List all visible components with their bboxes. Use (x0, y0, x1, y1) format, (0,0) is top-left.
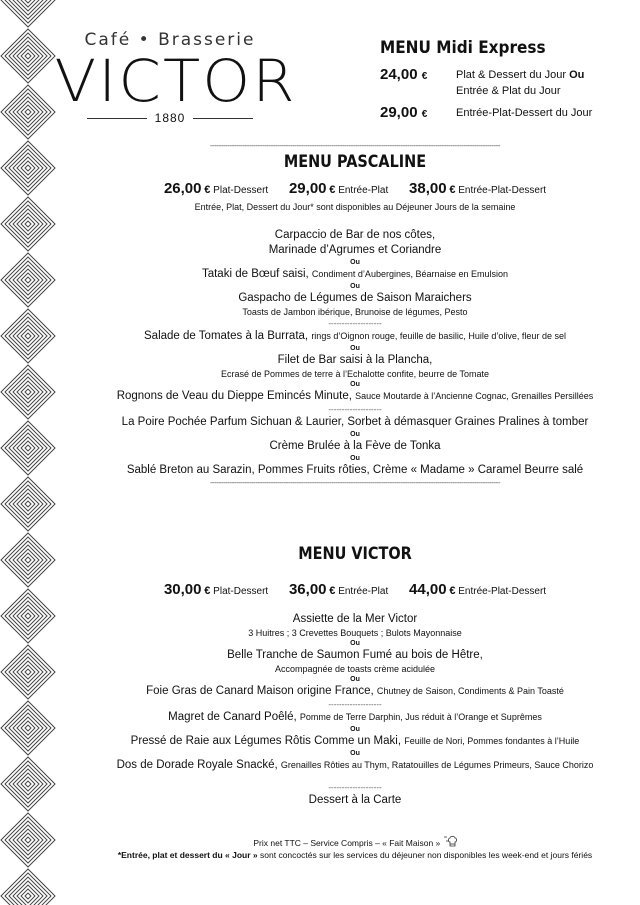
diamond-pattern-shape (5, 593, 51, 639)
price-currency: € (329, 585, 336, 597)
dessert-label: Dessert à la Carte (308, 794, 402, 806)
diamond-pattern-shape (5, 145, 51, 191)
price-label: Plat-Dessert (213, 586, 269, 597)
ou-label: Ou (350, 676, 360, 683)
dish-description: 3 Huitres ; 3 Crevettes Bouquets ; Bulots Mayonnaise (248, 628, 462, 638)
express-menu (380, 38, 630, 129)
diamond-pattern-shape (5, 257, 51, 303)
price-label: Entrée-Plat (338, 185, 389, 196)
dish-name: Rognons de Veau du Dieppe Emincés Minute, (116, 390, 352, 402)
art-deco-border-pattern (0, 0, 56, 905)
diamond-pattern-shape (21, 329, 35, 343)
diamond-pattern-shape (5, 201, 51, 247)
diamond-pattern-shape (21, 105, 35, 119)
diamond-pattern-shape (25, 781, 31, 787)
menu-item (80, 758, 630, 773)
logo-name: VICTOR (54, 47, 297, 115)
express-currency-1: € (421, 71, 428, 82)
diamond-pattern-shape (5, 425, 51, 471)
logo-year-text: 1880 (154, 111, 186, 125)
separator: -------------------- (328, 405, 382, 414)
dish-description: Ecrasé de Pommes de terre à l’Echalotte confite, beurre de Tomate (221, 369, 489, 379)
diamond-pattern-shape (25, 389, 31, 395)
separator: -------------------- (328, 319, 382, 328)
diamond-pattern-shape (5, 481, 51, 527)
footer-note-text: sont concoctés sur les services du déjeuner non disponibles les week-end et jours fériés (260, 850, 593, 860)
express-ou: Ou (569, 69, 585, 81)
ou-label: Ou (350, 640, 360, 647)
price-label: Entrée-Plat (338, 586, 389, 597)
diamond-pattern-shape (25, 53, 31, 59)
diamond-pattern-shape (21, 49, 35, 63)
price-currency: € (204, 585, 211, 597)
dish-description: Accompagnée de toasts crème acidulée (274, 664, 436, 674)
footer-note-bold: *Entrée, plat et dessert du « Jour » (117, 850, 258, 860)
dish-name: Foie Gras de Canard Maison origine France, (146, 685, 374, 697)
price-value: 44,00 (409, 581, 447, 598)
diamond-pattern-shape (21, 497, 35, 511)
dish-name: Dos de Dorade Royale Snacké, (116, 759, 278, 771)
express-title: MENU Midi Express (380, 38, 546, 58)
dish-name: Tataki de Bœuf saisi, (201, 268, 309, 280)
diamond-pattern-shape (21, 889, 35, 903)
diamond-pattern-shape (25, 333, 31, 339)
diamond-pattern-shape (25, 837, 31, 843)
diamond-pattern-shape (25, 501, 31, 507)
diamond-pattern-shape (5, 33, 51, 79)
diamond-pattern-shape (21, 217, 35, 231)
dish-description: Chutney de Saison, Condiments & Pain Toasté (376, 686, 564, 696)
dish-name: Belle Tranche de Saumon Fumé au bois de Hêtre, (227, 649, 483, 661)
dish-name: Pressé de Raie aux Légumes Rôtis Comme un Maki, (130, 735, 402, 747)
diamond-pattern-shape (25, 445, 31, 451)
express-desc-1b: Entrée & Plat du Jour (456, 85, 561, 97)
price-currency: € (204, 184, 211, 196)
dish-description: Pomme de Terre Darphin, Jus réduit à l’Orange et Suprêmes (299, 712, 542, 722)
dish-description: Sauce Moutarde à l’Ancienne Cognac, Grenailles Persillées (355, 391, 594, 401)
ou-label: Ou (350, 431, 360, 438)
diamond-pattern-shape (17, 0, 39, 11)
dish-name: Salade de Tomates à la Burrata, (144, 330, 309, 342)
dish-description: Grenailles Rôties au Thym, Ratatouilles de Légumes Primeurs, Sauce Chorizo (280, 760, 594, 770)
diamond-pattern-shape (21, 161, 35, 175)
diamond-pattern-shape (21, 665, 35, 679)
diamond-pattern-shape (5, 89, 51, 135)
express-currency-2: € (421, 109, 428, 120)
diamond-pattern-shape (21, 833, 35, 847)
diamond-pattern-shape (25, 277, 31, 283)
separator: -------------------- (328, 700, 382, 709)
price-value: 29,00 (288, 180, 327, 197)
footer-line (80, 836, 630, 849)
menu-item (80, 329, 630, 344)
diamond-pattern-shape (21, 553, 35, 567)
ou-label: Ou (350, 381, 360, 388)
diamond-pattern-shape (21, 441, 35, 455)
separator: -------------------- (328, 783, 382, 792)
ou-label: Ou (350, 259, 360, 266)
diamond-pattern-shape (21, 273, 35, 287)
dish-name: Assiette de la Mer Victor (292, 613, 418, 625)
express-row (380, 67, 630, 99)
diamond-pattern-shape (25, 725, 31, 731)
diamond-pattern-shape (21, 777, 35, 791)
ou-label: Ou (350, 283, 360, 290)
price-currency: € (329, 184, 336, 196)
price-label: Entrée-Plat-Dessert (458, 185, 547, 196)
express-price-2: 29,00 (380, 104, 418, 121)
dish-name: Filet de Bar saisi à la Plancha, (277, 354, 433, 366)
dish-name: Crème Brulée à la Fève de Tonka (269, 440, 441, 452)
dish-name: Sablé Breton au Sarazin, Pommes Fruits rôties, Crème « Madame » Caramel Beurre salé (126, 464, 584, 476)
menu-item (80, 684, 630, 699)
diamond-pattern-shape (25, 221, 31, 227)
dish-name: La Poire Pochée Parfum Sichuan & Laurier, Sorbet à démasquer Graines Pralines à tomber (121, 416, 589, 428)
price-value: 30,00 (163, 581, 202, 598)
diamond-pattern-shape (25, 165, 31, 171)
diamond-pattern-shape (21, 721, 35, 735)
express-row (380, 105, 630, 123)
diamond-pattern-shape (25, 0, 31, 3)
dish-description: Toasts de Jambon ibérique, Brunoise de légumes, Pesto (242, 307, 468, 317)
ou-label: Ou (350, 750, 360, 757)
price-currency: € (449, 585, 456, 597)
pascaline-prices (80, 180, 630, 197)
dish-name: Magret de Canard Poêlé, (168, 711, 297, 723)
diamond-pattern-shape (5, 761, 51, 807)
diamond-pattern-shape (25, 557, 31, 563)
footer (80, 836, 630, 861)
diamond-pattern-shape (21, 609, 35, 623)
dish-description: Condiment d’Aubergines, Béarnaise en Emulsion (311, 269, 509, 279)
diamond-pattern-shape (21, 385, 35, 399)
dish-name: Carpaccio de Bar de nos côtes, (274, 229, 436, 241)
chef-hat-icon (443, 836, 457, 847)
menu-item (80, 734, 630, 749)
footer-note (80, 849, 630, 861)
diamond-pattern-shape (5, 369, 51, 415)
diamond-pattern-shape (5, 649, 51, 695)
victor-title: MENU VICTOR (298, 544, 412, 564)
express-desc-2: Entrée-Plat-Dessert du Jour (456, 107, 593, 119)
price-label: Plat-Dessert (213, 185, 269, 196)
menu-item (80, 267, 630, 282)
price-value: 26,00 (163, 180, 202, 197)
express-price-1: 24,00 (380, 66, 418, 83)
victor-prices (80, 581, 630, 598)
dish-name: Marinade d’Agrumes et Coriandre (268, 244, 442, 256)
diamond-pattern-shape (5, 705, 51, 751)
ou-label: Ou (350, 726, 360, 733)
diamond-pattern-shape (5, 817, 51, 863)
pascaline-title: MENU PASCALINE (283, 152, 427, 172)
diamond-pattern-shape (25, 669, 31, 675)
menu-item (80, 710, 630, 725)
divider: -------------------------------------------------------------------------------------------------------------------------------------- (210, 478, 500, 487)
logo-subtitle: Café • Brasserie (84, 30, 256, 50)
price-value: 36,00 (288, 581, 327, 598)
price-label: Entrée-Plat-Dessert (458, 586, 547, 597)
logo (54, 30, 297, 125)
divider: -------------------------------------------------------------------------------------------------------------------------------------- (210, 141, 500, 150)
diamond-pattern-shape (25, 109, 31, 115)
diamond-pattern-shape (5, 313, 51, 359)
diamond-pattern-shape (5, 537, 51, 583)
diamond-pattern-shape (25, 613, 31, 619)
menu-item (80, 389, 630, 404)
price-value: 38,00 (409, 180, 447, 197)
menu-pascaline (80, 141, 630, 487)
dish-name: Gaspacho de Légumes de Saison Maraichers (238, 292, 472, 304)
pascaline-note: Entrée, Plat, Dessert du Jour* sont disponibles au Déjeuner Jours de la semaine (194, 202, 516, 212)
ou-label: Ou (350, 345, 360, 352)
express-desc-1: Plat & Dessert du Jour (456, 69, 567, 81)
menu-victor (80, 542, 630, 808)
diamond-pattern-shape (25, 893, 31, 899)
footer-text: Prix net TTC – Service Compris – « Fait Maison » (253, 838, 441, 848)
dish-description: Feuille de Nori, Pommes fondantes à l’Huile (404, 736, 580, 746)
ou-label: Ou (350, 455, 360, 462)
price-currency: € (449, 184, 456, 196)
dish-description: rings d’Oignon rouge, feuille de basilic, Huile d’olive, fleur de sel (311, 331, 566, 341)
